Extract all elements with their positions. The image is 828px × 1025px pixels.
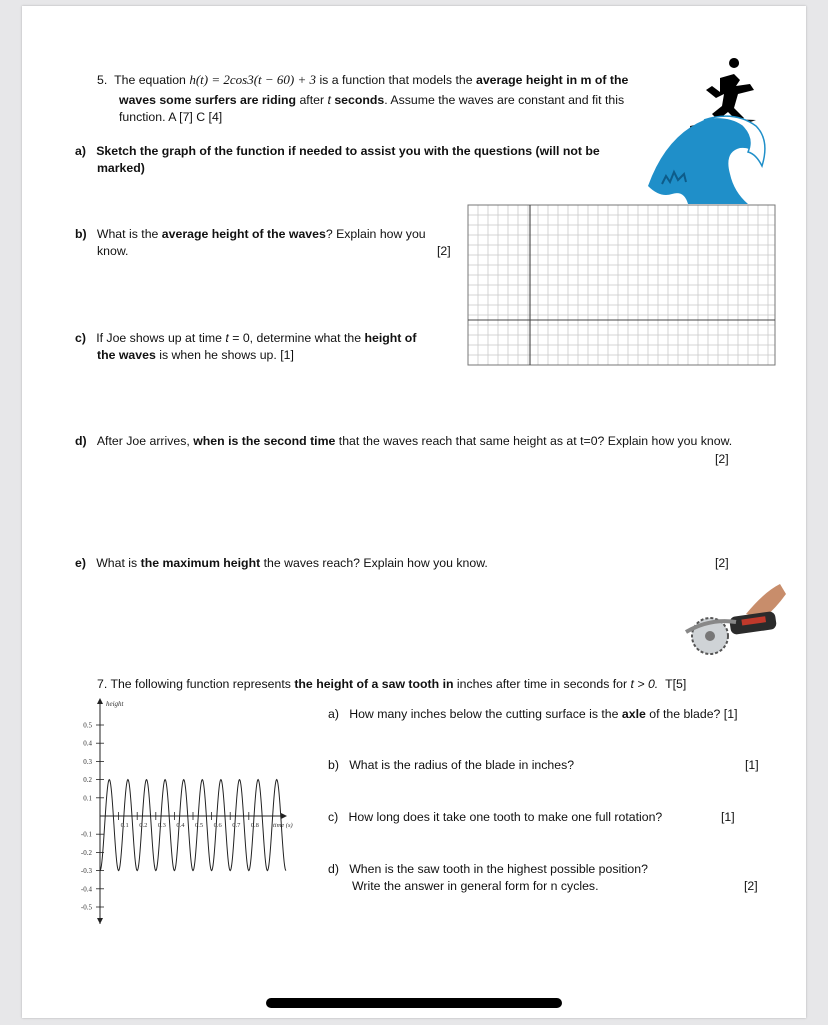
q5d-line-1: d) After Joe arrives, when is the second time that the waves reach that same height as at t=0? Explain how you know. xyxy=(75,434,733,448)
q5-equation: h(t) = 2cos3(t − 60) + 3 xyxy=(189,72,317,87)
q7-stem: 7. The following function represents the height of a saw tooth in inches after time in seconds for t > 0. T[5] xyxy=(97,677,687,691)
q7c-marks: [1] xyxy=(721,810,735,824)
q7d-line-2: Write the answer in general form for n cycles. xyxy=(352,879,599,893)
y-axis-label: height xyxy=(106,700,124,708)
q5b-line-2: know. xyxy=(97,244,129,258)
q5e-marks: [2] xyxy=(715,556,729,570)
q5d-marks: [2] xyxy=(715,452,729,466)
y-tick-label: 0.2 xyxy=(83,776,92,785)
q7b: b) What is the radius of the blade in inches? xyxy=(328,758,575,772)
q5b-marks: [2] xyxy=(437,244,451,258)
x-tick-label: 0.8 xyxy=(250,822,259,829)
saw-tooth-graph xyxy=(52,692,293,924)
q5a-line-1: a) Sketch the graph of the function if needed to assist you with the questions (will not be xyxy=(75,144,600,158)
home-indicator[interactable] xyxy=(266,998,562,1008)
y-tick-label: 0.1 xyxy=(83,794,92,803)
q7d-marks: [2] xyxy=(744,879,758,893)
q5-line-3: function. A [7] C [4] xyxy=(119,110,223,124)
y-tick-label: 0.3 xyxy=(83,757,92,766)
x-tick-label: 0.1 xyxy=(120,822,129,829)
y-tick-label: 0.4 xyxy=(83,739,92,748)
circular-saw-illustration xyxy=(676,584,786,658)
y-tick-label: -0.5 xyxy=(80,903,92,912)
y-axis-arrow-down xyxy=(97,918,103,924)
y-tick-label: -0.2 xyxy=(80,848,92,857)
x-tick-label: 0.5 xyxy=(195,822,204,829)
y-tick-label: -0.3 xyxy=(80,867,92,876)
surfer-icon xyxy=(706,58,754,122)
y-axis-arrow xyxy=(97,698,103,704)
x-tick-label: 0.4 xyxy=(176,822,185,829)
sketch-grid xyxy=(468,205,775,365)
q5e-line-1: e) What is the maximum height the waves reach? Explain how you know. xyxy=(75,556,488,570)
x-axis-arrow xyxy=(281,813,287,819)
y-tick-label: 0.5 xyxy=(83,721,92,730)
q5c-line-2: the waves is when he shows up. [1] xyxy=(97,348,294,362)
x-tick-label: 0.2 xyxy=(139,822,148,829)
x-tick-label: 0.3 xyxy=(157,822,166,829)
q7d-line-1: d) When is the saw tooth in the highest possible position? xyxy=(328,862,648,876)
x-tick-label: 0.6 xyxy=(213,822,222,829)
surfer-wave-illustration xyxy=(642,68,778,216)
q5c-line-1: c) If Joe shows up at time t = 0, determine what the height of xyxy=(75,331,417,345)
y-tick-label: -0.4 xyxy=(80,885,92,894)
q5b-line-1: b) What is the average height of the waves? Explain how you xyxy=(75,227,426,241)
x-axis-label: time (s) xyxy=(272,822,293,829)
q5-line-2: waves some surfers are riding after t seconds. Assume the waves are constant and fit this xyxy=(119,93,625,107)
q7c: c) How long does it take one tooth to make one full rotation? xyxy=(328,810,663,824)
q7a: a) How many inches below the cutting surface is the axle of the blade? [1] xyxy=(328,707,738,721)
q7b-marks: [1] xyxy=(745,758,759,772)
y-tick-label: -0.1 xyxy=(80,830,92,839)
worksheet-page xyxy=(22,6,806,1018)
x-tick-label: 0.7 xyxy=(232,822,241,829)
q5-line-1: 5. The equation h(t) = 2cos3(t − 60) + 3 is a function that models the average height in m of the xyxy=(97,72,629,87)
q5a-line-2: marked) xyxy=(97,161,145,175)
